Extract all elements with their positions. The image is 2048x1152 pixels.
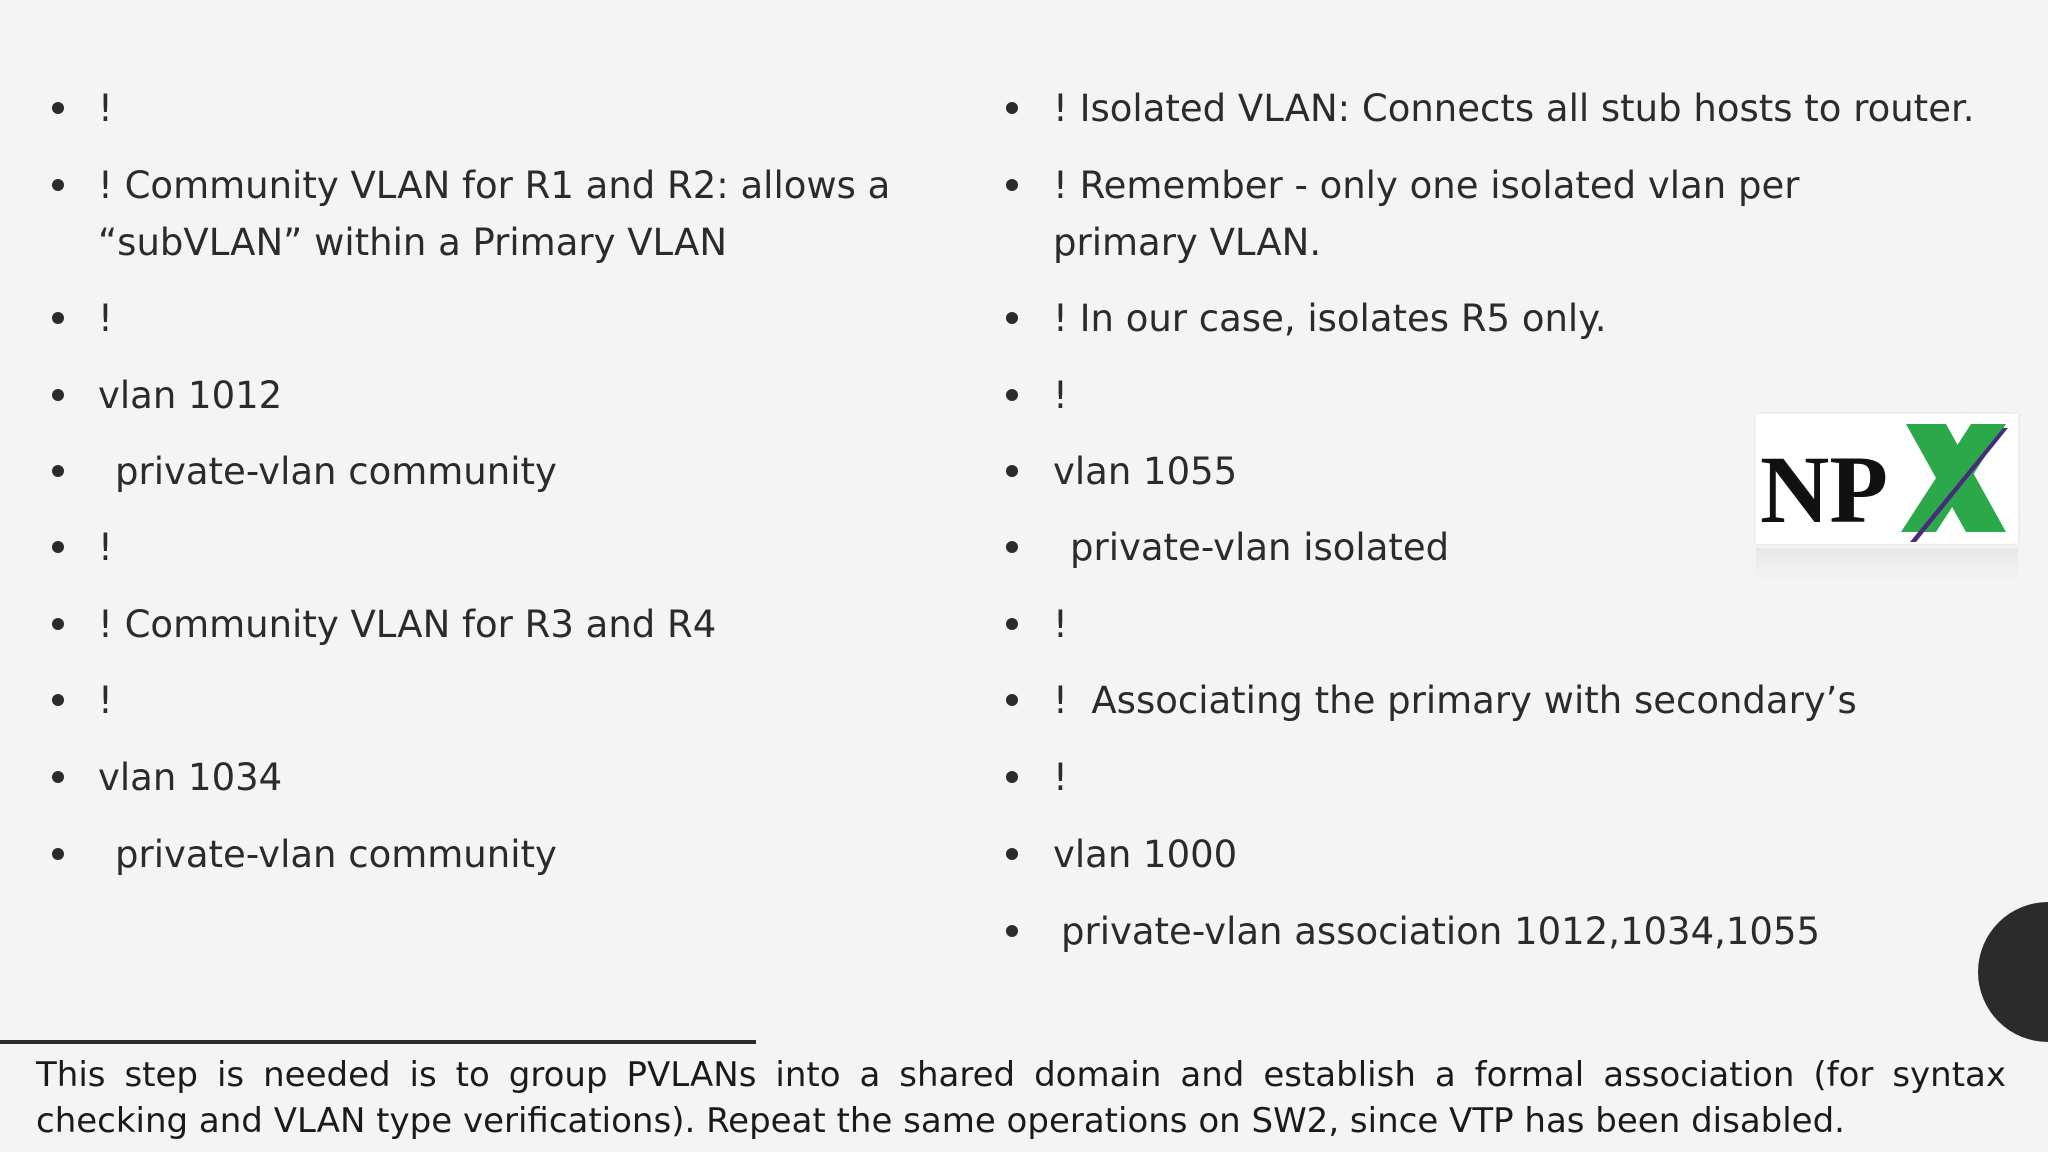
bullet-dot — [1006, 925, 1018, 937]
decorative-circle — [1978, 902, 2048, 1042]
bullet-dot — [52, 102, 64, 114]
bullet-dot — [1006, 541, 1018, 553]
list-item-text: private-vlan isolated — [1070, 526, 1450, 569]
list-item-text: ! In our case, isolates R5 only. — [1053, 297, 1607, 340]
list-item-text: vlan 1034 — [98, 756, 283, 799]
list-item-text: ! — [98, 526, 113, 569]
bullet-dot — [52, 179, 64, 191]
list-item-text: ! — [1053, 756, 1068, 799]
bullet-dot — [1006, 102, 1018, 114]
list-item-text: ! — [98, 297, 113, 340]
bullet-dot — [52, 541, 64, 553]
npx-logo-graphic — [1756, 414, 2018, 544]
bullet-dot — [52, 694, 64, 706]
list-item-text: private-vlan association 1012,1034,1055 — [1061, 910, 1821, 953]
list-item-text: ! Isolated VLAN: Connects all stub hosts to router. — [1053, 87, 1975, 130]
list-item-text: ! Remember - only one isolated vlan per primary VLAN. — [1053, 164, 1800, 264]
list-item-text: vlan 1012 — [98, 374, 283, 417]
list-item-text: ! — [98, 679, 113, 722]
bullet-dot — [1006, 771, 1018, 783]
list-item-text: ! Community VLAN for R1 and R2: allows a “subVLAN” within a Primary VLAN — [98, 164, 891, 264]
list-item-text: private-vlan community — [115, 450, 557, 493]
logo-reflection — [1756, 548, 2018, 584]
bullet-dot — [52, 618, 64, 630]
note-divider — [0, 1040, 756, 1044]
footer-note: This step is needed is to group PVLANs into a shared domain and establish a formal association (for syntax checking and VLAN type verifications). Repeat the same operations on SW2, since VTP has been disabled. — [36, 1055, 2006, 1141]
bullet-dot — [1006, 312, 1018, 324]
list-item-text: ! — [1053, 603, 1068, 646]
bullet-dot — [52, 771, 64, 783]
bullet-dot — [1006, 694, 1018, 706]
list-item-text: vlan 1055 — [1053, 450, 1238, 493]
npx-logo-text: NP — [1760, 436, 1888, 543]
list-item-text: private-vlan community — [115, 833, 557, 876]
list-item-text: ! Community VLAN for R3 and R4 — [98, 603, 717, 646]
list-item-text: ! — [98, 87, 113, 130]
bullet-dot — [52, 465, 64, 477]
bullet-dot — [1006, 389, 1018, 401]
list-item-text: ! — [1053, 374, 1068, 417]
bullet-dot — [1006, 179, 1018, 191]
bullet-dot — [52, 848, 64, 860]
bullet-dot — [52, 389, 64, 401]
bullet-dot — [52, 312, 64, 324]
bullet-dot — [1006, 618, 1018, 630]
list-item-text: ! Associating the primary with secondary’s — [1053, 679, 1857, 722]
list-item-text: vlan 1000 — [1053, 833, 1238, 876]
bullet-dot — [1006, 848, 1018, 860]
npx-logo — [1756, 414, 2018, 544]
bullet-dot — [1006, 465, 1018, 477]
